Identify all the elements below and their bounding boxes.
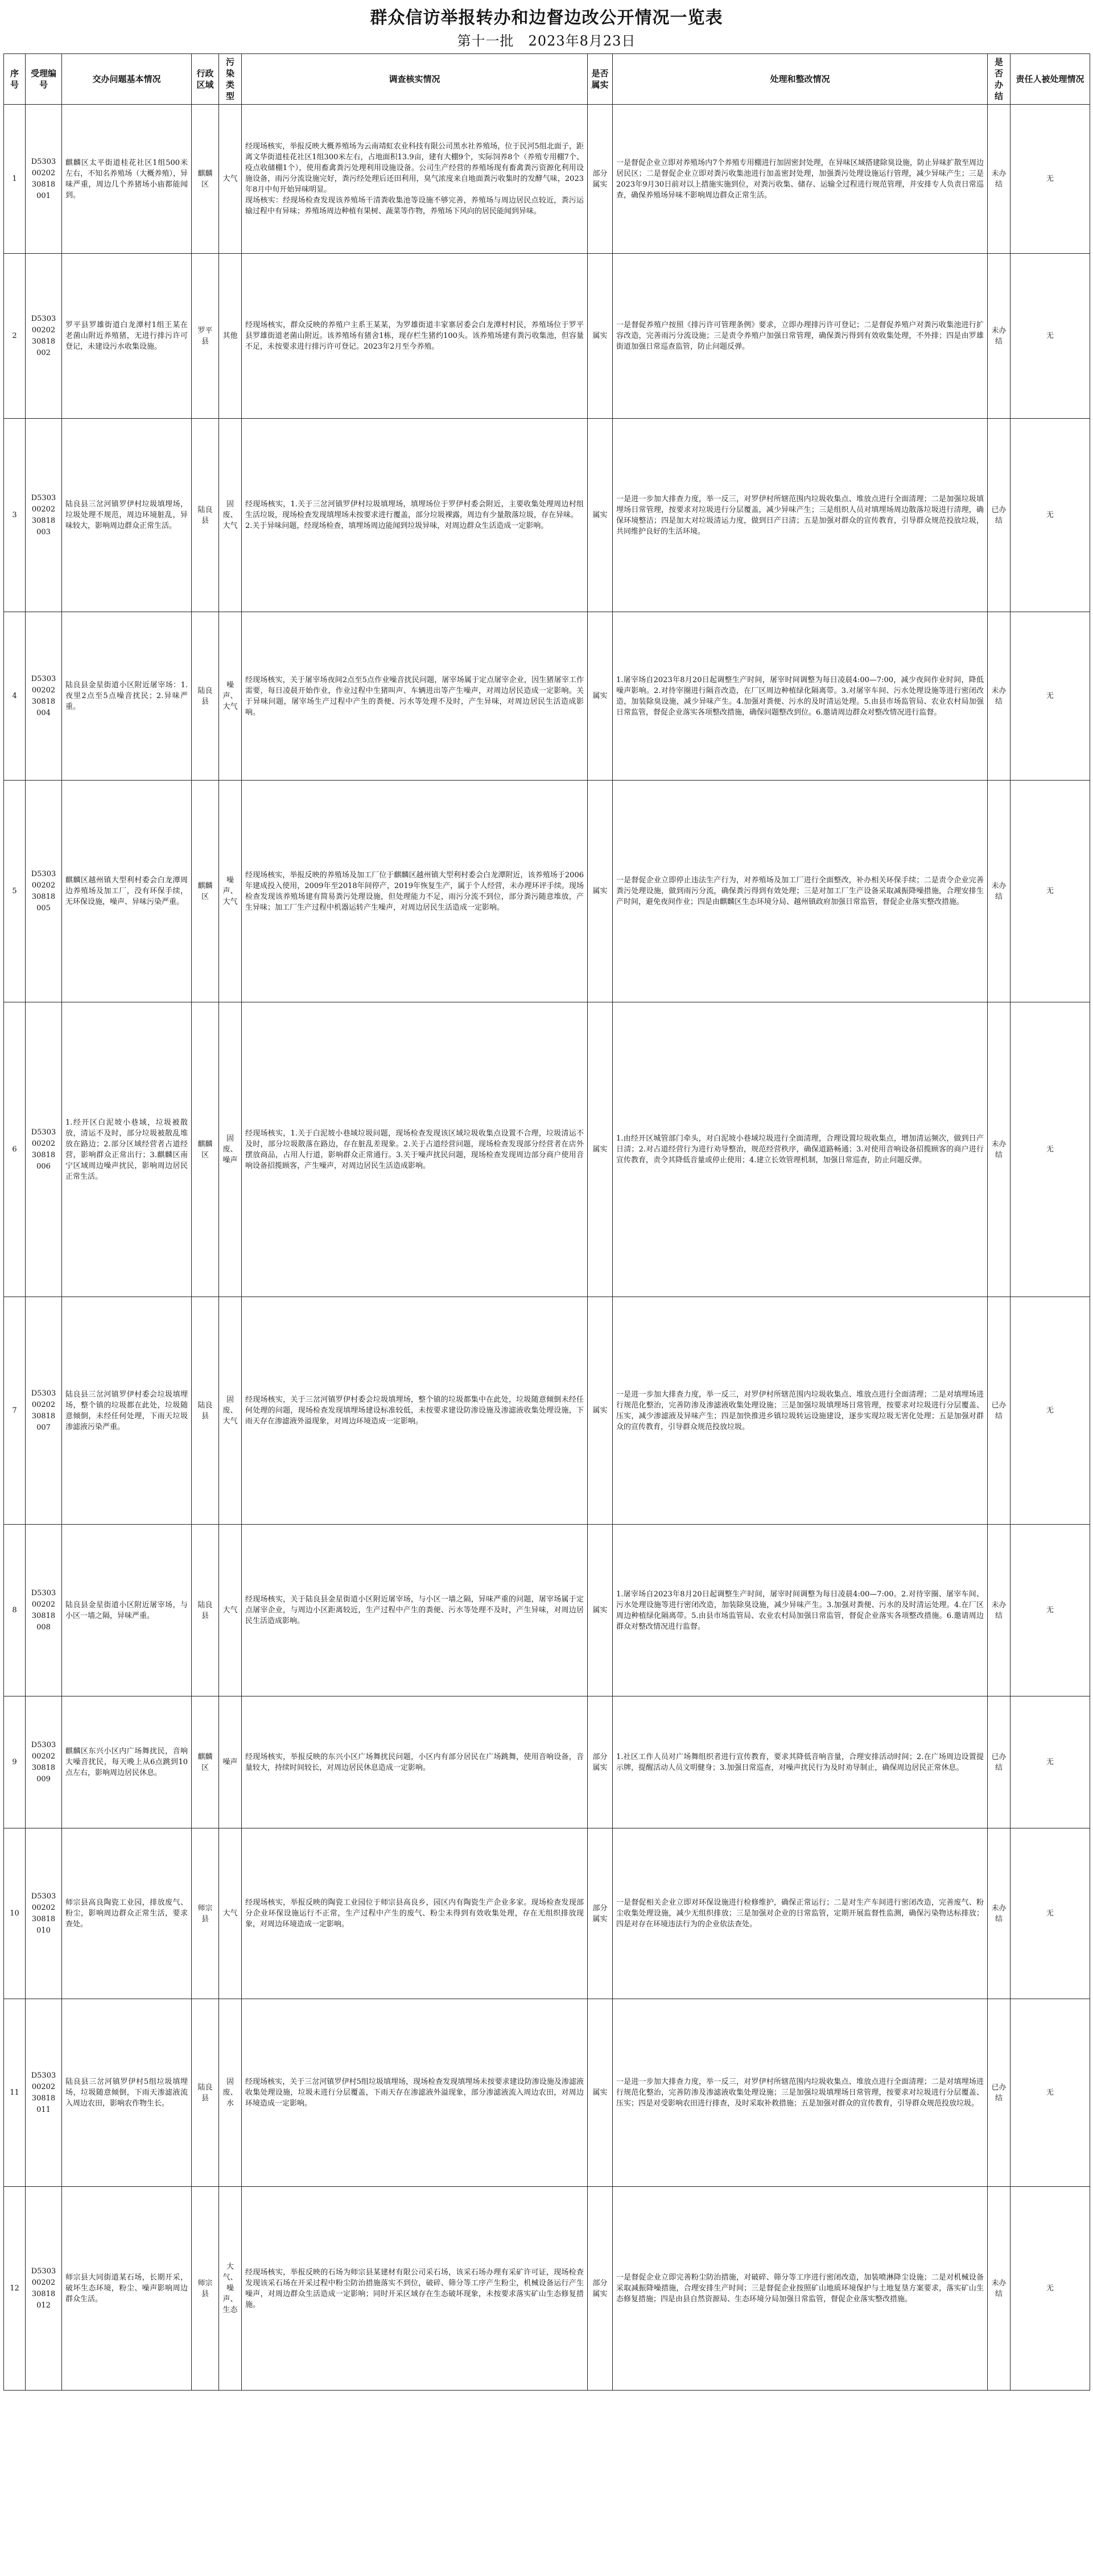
cell-handling-details xyxy=(613,105,988,254)
cell-region xyxy=(192,612,219,781)
row-number-text: 6 xyxy=(12,1145,17,1154)
cell-investigation-details xyxy=(242,419,588,612)
cell-pollution-type xyxy=(219,1828,242,1999)
closed-status-text: 未办结 xyxy=(991,326,1007,346)
row-number-text: 12 xyxy=(10,2284,19,2293)
table-row xyxy=(4,2187,1090,2391)
region-text: 师宗县 xyxy=(197,2278,213,2298)
cell-acceptance-code xyxy=(26,1297,62,1525)
region-text: 陆良县 xyxy=(197,686,213,706)
cell-punishment-status xyxy=(1010,419,1090,612)
cell-handling-details xyxy=(613,419,988,612)
cell-region xyxy=(192,781,219,1002)
verdict-text: 部分属实 xyxy=(592,1904,608,1923)
cell-acceptance-code xyxy=(26,1002,62,1297)
table-row xyxy=(4,1297,1090,1525)
handling-details-text: 一是进一步加大排查力度，举一反三，对罗伊村所辖范围内垃圾收集点、堆放点进行全面清理；二是加强垃圾填埋场日常管理，按要求对垃圾进行分层覆盖，减少异味产生；三是组织人员对填埋场周边散落垃圾进行清理，确保环境整洁；四是加大对垃圾清运力度，做到日产日清；五是加强对群众的宣传教育，引导群众规范投放垃圾，共同维护良好的生活环境。 xyxy=(616,494,984,536)
verdict-text: 属实 xyxy=(592,511,608,519)
investigation-details-text: 经现场核实，1.关于白泥坡小巷域垃圾问题，现场检查发现该区域垃圾收集点设置不合理，垃圾清运不及时，部分垃圾散落在路边，存在脏乱差现象。2.关于占道经营问题，现场检查发现部分经营者在店外摆放商品，占用人行道，影响群众正常通行。3.关于噪声扰民问题，现场检查发现周边部分商户使用音响设备招揽顾客，产生噪声，对周边居民生活造成影响。 xyxy=(245,1129,584,1170)
cell-acceptance-code xyxy=(26,105,62,254)
cell-closed-status xyxy=(988,2187,1010,2391)
punishment-status-text: 无 xyxy=(1046,2088,1054,2097)
acceptance-code-text: D5303 00202 30818 007 xyxy=(31,1389,59,1432)
cell-row-number xyxy=(4,1525,26,1696)
acceptance-code-text: D5303 00202 30818 008 xyxy=(31,1588,59,1632)
verdict-text: 属实 xyxy=(592,887,608,895)
handling-details-text: 一是督促相关企业立即对环保设施进行检修维护，确保正常运行；二是对生产车间进行密闭改造，完善废气、粉尘收集处理设施，减少无组织排放；三是加强对企业的日常监管，定期开展监督性监测，确保污染物达标排放；四是对存在环境违法行为的企业依法查处。 xyxy=(616,1898,984,1929)
pollution-type-text: 噪声 xyxy=(222,1758,238,1766)
acceptance-code-text: D5303 00202 30818 011 xyxy=(31,2071,59,2114)
page-subtitle: 第十一批 2023年8月23日 xyxy=(457,33,636,49)
acceptance-code-text: D5303 00202 30818 003 xyxy=(31,493,59,536)
cell-issue-description xyxy=(62,419,192,612)
cell-verdict xyxy=(588,781,613,1002)
cell-acceptance-code xyxy=(26,2187,62,2391)
row-number-text: 5 xyxy=(12,887,17,895)
region-text: 麒麟区 xyxy=(197,1140,213,1159)
acceptance-code-text: D5303 00202 30818 004 xyxy=(31,674,59,717)
closed-status-text: 已办结 xyxy=(991,2083,1007,2103)
cell-pollution-type xyxy=(219,1002,242,1297)
pollution-type-text: 固废、大气 xyxy=(222,1396,238,1426)
cell-closed-status xyxy=(988,419,1010,612)
cell-issue-description xyxy=(62,1002,192,1297)
table-row xyxy=(4,419,1090,612)
table-row xyxy=(4,612,1090,781)
cell-row-number xyxy=(4,1002,26,1297)
issue-description-text: 陆良县金星街道小区附近屠宰场，与小区一墙之隔，异味严重。 xyxy=(65,1600,188,1620)
cell-issue-description xyxy=(62,1297,192,1525)
punishment-status-text: 无 xyxy=(1046,1758,1054,1766)
cell-investigation-details xyxy=(242,1696,588,1828)
pollution-type-text: 噪声、大气 xyxy=(222,681,238,711)
issue-description-text: 麒麟区越州镇大型利村委会白龙潭周边养殖场及加工厂，没有环保手续，无环保设施，噪声、异味污染严重。 xyxy=(65,876,188,906)
verdict-text: 属实 xyxy=(592,1145,608,1154)
cell-investigation-details xyxy=(242,612,588,781)
cell-verdict xyxy=(588,1696,613,1828)
cell-pollution-type xyxy=(219,105,242,254)
cell-handling-details xyxy=(613,781,988,1002)
cell-issue-description xyxy=(62,1828,192,1999)
pollution-type-text: 噪声、大气 xyxy=(222,876,238,906)
punishment-status-text: 无 xyxy=(1046,1145,1054,1154)
handling-details-text: 1.社区工作人员对广场舞组织者进行宣传教育，要求其降低音响音量，合理安排活动时间；2.在广场周边设置提示牌，提醒活动人员文明健身；3.加强日常巡查，对噪声扰民行为及时劝导制止，确保周边居民正常休息。 xyxy=(616,1752,984,1772)
cell-handling-details xyxy=(613,612,988,781)
investigation-details-text: 经现场核实，群众反映的养殖户主系王某某，为罗雄街道丰家寨居委会白龙潭村村民，养殖场位于罗平县罗雄街道老菌山附近。该养殖场有猪舍1栋，现存栏生猪约100头。该养殖场建有粪污收集池，但容量不足，未按要求进行排污许可登记。2023年2月至今养殖。 xyxy=(245,321,584,351)
investigation-details-text: 经现场核实，关于三岔河镇罗伊村委会垃圾填埋场，整个镇的垃圾都集中在此处，垃圾随意倾倒未经任何处理的问题，现场检查发现填埋场建设标准较低，未按要求建设防渗设施及渗滤液收集处理设施，下雨天存在渗滤液外溢现象，对周边环境造成一定影响。 xyxy=(245,1396,584,1426)
verdict-text: 部分属实 xyxy=(592,1752,608,1772)
handling-details-text: 一是督促养殖户按照《排污许可管理条例》要求，立即办理排污许可登记；二是督促养殖户对粪污收集池进行扩容改造，完善雨污分流设施；三是责令养殖户加强日常管理，确保粪污得到有效收集处理，不外排；四是由罗雄街道加强日常巡查监管，防止问题反弹。 xyxy=(616,321,984,351)
cell-region xyxy=(192,419,219,612)
region-text: 陆良县 xyxy=(197,2083,213,2103)
cell-row-number xyxy=(4,254,26,419)
investigation-details-text: 经现场核实，举报反映的养殖场及加工厂位于麒麟区越州镇大型利村委会白龙潭附近，该养殖场于2006年建成投入使用，2009年至2018年间停产，2019年恢复生产，属于个人经营，未办理环评手续。现场检查发现该养殖场建有简易粪污处理设施，但处理能力不足，雨污分流不到位，部分粪污随意堆放，产生异味；加工厂生产过程中机器运转产生噪声，对周边居民生活造成一定影响。 xyxy=(245,870,584,912)
verdict-text: 属实 xyxy=(592,1406,608,1415)
cell-verdict xyxy=(588,254,613,419)
cell-pollution-type xyxy=(219,612,242,781)
cell-punishment-status xyxy=(1010,1999,1090,2187)
cell-closed-status xyxy=(988,105,1010,254)
region-text: 麒麟区 xyxy=(197,1752,213,1772)
cell-region xyxy=(192,1696,219,1828)
cell-row-number xyxy=(4,612,26,781)
cell-closed-status xyxy=(988,781,1010,1002)
row-number-text: 9 xyxy=(12,1758,17,1766)
row-number-text: 8 xyxy=(12,1606,17,1615)
investigation-details-text: 经现场核实，关于三岔河镇罗伊村5组垃圾填埋场，现场检查发现填埋场未按要求建设防渗设施及渗滤液收集处理设施，垃圾未进行分层覆盖，下雨天存在渗滤液外溢现象，部分渗滤液流入周边农田，对周边环境造成一定影响。 xyxy=(245,2078,584,2108)
cell-issue-description xyxy=(62,254,192,419)
cell-punishment-status xyxy=(1010,781,1090,1002)
cell-acceptance-code xyxy=(26,1696,62,1828)
cell-acceptance-code xyxy=(26,781,62,1002)
closed-status-text: 未办结 xyxy=(991,686,1007,706)
cell-issue-description xyxy=(62,2187,192,2391)
issue-description-text: 罗平县罗雄街道白龙潭村1组王某在老菌山附近养殖猪，无进行排污许可登记，未建设污水收集设施。 xyxy=(65,321,188,351)
verdict-text: 部分属实 xyxy=(592,169,608,189)
pollution-type-text: 大气 xyxy=(222,1606,238,1615)
handling-details-text: 1.屠宰场自2023年8月20日起调整生产时间，屠宰时间调整为每日凌晨4:00—7:00，减少夜间作业时间，降低噪声影响。2.对待宰圈进行隔音改造，在厂区周边种植绿化隔离带。3.对屠宰车间、污水处理设施等进行密闭改造，加装除臭设施，减少异味产生。4.加强对粪便、污水的及时清运处理。5.由县市场监管局、农业农村局加强日常监管，督促企业落实各项整改措施，确保问题整改到位。6.邀请周边群众对整改情况进行监督。 xyxy=(616,675,984,717)
cell-row-number xyxy=(4,419,26,612)
verdict-text: 部分属实 xyxy=(592,2278,608,2298)
row-number-text: 10 xyxy=(10,1909,19,1918)
cell-verdict xyxy=(588,1999,613,2187)
table-row xyxy=(4,1828,1090,1999)
row-number-text: 1 xyxy=(12,175,17,183)
cell-punishment-status xyxy=(1010,1828,1090,1999)
cell-issue-description xyxy=(62,1999,192,2187)
issue-description-text: 陆良县三岔河镇罗伊村委会垃圾填埋场，整个镇的垃圾都在此处，垃圾随意倾倒，未经任何处理，下雨天垃圾渗滤液污染严重。 xyxy=(65,1390,188,1431)
cell-closed-status xyxy=(988,254,1010,419)
row-number-text: 2 xyxy=(12,332,17,340)
acceptance-code-text: D5303 00202 30818 009 xyxy=(31,1740,59,1784)
cell-investigation-details xyxy=(242,1999,588,2187)
punishment-status-text: 无 xyxy=(1046,332,1054,340)
row-number-text: 7 xyxy=(12,1406,17,1415)
region-text: 麒麟区 xyxy=(197,169,213,189)
column-header-no: 序号 xyxy=(4,54,26,105)
cell-handling-details xyxy=(613,1999,988,2187)
column-header-punish: 责任人被处理情况 xyxy=(1010,54,1090,105)
cell-pollution-type xyxy=(219,1297,242,1525)
closed-status-text: 未办结 xyxy=(991,1600,1007,1620)
row-number-text: 3 xyxy=(12,511,17,519)
investigation-details-text: 经现场核实，举报反映的东兴小区广场舞扰民问题，小区内有部分居民在广场跳舞，使用音响设备，音量较大，持续时间较长，对周边居民休息造成一定影响。 xyxy=(245,1752,584,1772)
row-number-text: 4 xyxy=(12,692,17,700)
cell-pollution-type xyxy=(219,1696,242,1828)
pollution-type-text: 大气、噪声、生态 xyxy=(222,2263,238,2314)
handling-details-text: 一是督促企业立即停止违法生产行为，对养殖场及加工厂进行全面整改，补办相关环保手续；二是责令企业完善粪污处理设施，做到雨污分流，确保粪污得到有效处理；三是对加工厂生产设备采取减振降噪措施，合理安排生产时间，避免夜间作业；四是由麒麟区生态环境分局、越州镇政府加强日常监管，督促企业落实整改措施。 xyxy=(616,876,984,906)
punishment-status-text: 无 xyxy=(1046,175,1054,183)
punishment-status-text: 无 xyxy=(1046,692,1054,700)
cell-closed-status xyxy=(988,1999,1010,2187)
cell-handling-details xyxy=(613,1828,988,1999)
cell-pollution-type xyxy=(219,254,242,419)
cell-region xyxy=(192,1525,219,1696)
cell-region xyxy=(192,1002,219,1297)
column-header-closed: 是否办结 xyxy=(988,54,1010,105)
closed-status-text: 未办结 xyxy=(991,169,1007,189)
investigation-details-text: 经现场核实，关于陆良县金星街道小区附近屠宰场，与小区一墙之隔，异味严重的问题，屠宰场属于定点屠宰企业，与周边小区距离较近，生产过程中产生的粪便、污水等处理不及时，产生异味，对周边居民生活造成影响。 xyxy=(245,1595,584,1625)
verdict-text: 属实 xyxy=(592,332,608,340)
closed-status-text: 已办结 xyxy=(991,505,1007,525)
cell-closed-status xyxy=(988,612,1010,781)
issue-description-text: 麒麟区太平街道桂花社区1组500米左右，不知名养殖场（大概养殖），异味严重，周边几个养猪场小庙都能闻到。 xyxy=(65,158,188,200)
investigation-details-text: 经现场核实，举报反映大概养殖场为云南靖虹农业科技有限公司黑水社养殖场，位于民河5组北面子，距离文华街道桂花社区1组300米左右，占地面积13.9亩，建有大棚9个，实际饲养8个（养殖专用棚7个、疫点收储棚1个），使用畜禽粪污处理利用设施设备。公司生产经营的养殖场现有畜禽粪污资源化利用设施设备，雨污分流设施完好，粪污经处理后还田利用，臭气浓度来自地面粪污收集时的发酵气味，2023年8月中旬开始异味明显。 现场核实：经现场检查发现该养殖场干清粪收集池等设施不够完善，养殖场与周边居民点较近，粪污运输过程中有异味；养殖场周边种植有果树、蔬菜等作物，养殖场下风向的居民能闻到异味。 xyxy=(245,142,584,216)
region-text: 陆良县 xyxy=(197,1401,213,1421)
cell-pollution-type xyxy=(219,419,242,612)
page-title: 群众信访举报转办和边督边改公开情况一览表 xyxy=(370,8,723,28)
cell-investigation-details xyxy=(242,254,588,419)
cell-acceptance-code xyxy=(26,1828,62,1999)
punishment-status-text: 无 xyxy=(1046,1406,1054,1415)
table-body xyxy=(4,105,1090,2391)
cell-handling-details xyxy=(613,1525,988,1696)
cell-pollution-type xyxy=(219,2187,242,2391)
cell-handling-details xyxy=(613,254,988,419)
handling-details-text: 一是进一步加大排查力度，举一反三，对罗伊村所辖范围内垃圾收集点、堆放点进行全面清理；二是对填埋场进行规范化整治，完善防渗及渗滤液收集处理设施；三是加强垃圾填埋场日常管理，按要求对垃圾进行分层覆盖、压实；四是对受影响农田进行排查，及时采取补救措施；五是加强对群众的宣传教育，引导群众规范投放垃圾。 xyxy=(616,2078,984,2108)
verdict-text: 属实 xyxy=(592,2088,608,2097)
pollution-type-text: 其他 xyxy=(222,332,238,340)
issue-description-text: 陆良县三岔河镇罗伊村5组垃圾填埋场，垃圾随意倾倒，下雨天渗滤液流入周边农田，影响农作物生长。 xyxy=(65,2078,188,2108)
cell-pollution-type xyxy=(219,1525,242,1696)
cell-row-number xyxy=(4,781,26,1002)
investigation-details-text: 经现场核实，举报反映的陶瓷工业园位于师宗县高良乡，园区内有陶瓷生产企业多家。现场检查发现部分企业环保设施运行不正常，生产过程中产生的废气、粉尘未得到有效收集处理，存在无组织排放现象，对周边环境造成一定影响。 xyxy=(245,1898,584,1929)
column-header-handling: 处理和整改情况 xyxy=(613,54,988,105)
closed-status-text: 已办结 xyxy=(991,1752,1007,1772)
acceptance-code-text: D5303 00202 30818 005 xyxy=(31,869,59,913)
cell-verdict xyxy=(588,419,613,612)
acceptance-code-text: D5303 00202 30818 012 xyxy=(31,2267,59,2310)
cell-investigation-details xyxy=(242,1525,588,1696)
column-header-issue: 交办问题基本情况 xyxy=(62,54,192,105)
punishment-status-text: 无 xyxy=(1046,887,1054,895)
region-text: 陆良县 xyxy=(197,505,213,525)
issue-description-text: 师宗县高良陶瓷工业园，排放废气、粉尘，影响周边群众正常生活，要求查处。 xyxy=(65,1898,188,1929)
cell-verdict xyxy=(588,1297,613,1525)
cell-issue-description xyxy=(62,105,192,254)
cell-closed-status xyxy=(988,1828,1010,1999)
cell-punishment-status xyxy=(1010,1002,1090,1297)
cell-punishment-status xyxy=(1010,612,1090,781)
cell-acceptance-code xyxy=(26,612,62,781)
cell-handling-details xyxy=(613,2187,988,2391)
pollution-type-text: 大气 xyxy=(222,175,238,183)
punishment-status-text: 无 xyxy=(1046,2284,1054,2293)
row-number-text: 11 xyxy=(10,2088,19,2097)
verdict-text: 属实 xyxy=(592,692,608,700)
pollution-type-text: 固废、水 xyxy=(222,2078,238,2108)
cell-verdict xyxy=(588,1828,613,1999)
closed-status-text: 已办结 xyxy=(991,1401,1007,1421)
cell-row-number xyxy=(4,1297,26,1525)
cell-punishment-status xyxy=(1010,1297,1090,1525)
cell-verdict xyxy=(588,2187,613,2391)
handling-details-text: 一是进一步加大排查力度，举一反三，对罗伊村所辖范围内垃圾收集点、堆放点进行全面清理；二是对填埋场进行规范化整治，完善防渗及渗滤液收集处理设施；三是加强垃圾填埋场日常管理，按要求对垃圾进行分层覆盖、压实，减少渗滤液及异味产生；四是加快推进乡镇垃圾转运设施建设，逐步实现垃圾无害化处理；五是加强对群众的宣传教育，引导群众规范投放垃圾。 xyxy=(616,1390,984,1431)
closed-status-text: 未办结 xyxy=(991,881,1007,901)
cell-row-number xyxy=(4,1828,26,1999)
table-row xyxy=(4,1002,1090,1297)
issue-description-text: 陆良县金星街道小区附近屠宰场：1.夜里2点至5点噪音扰民；2.异味严重。 xyxy=(65,681,188,711)
cell-punishment-status xyxy=(1010,254,1090,419)
table-row xyxy=(4,1999,1090,2187)
cell-handling-details xyxy=(613,1297,988,1525)
cell-punishment-status xyxy=(1010,2187,1090,2391)
cell-closed-status xyxy=(988,1002,1010,1297)
table-row xyxy=(4,254,1090,419)
punishment-status-text: 无 xyxy=(1046,1606,1054,1615)
cell-issue-description xyxy=(62,612,192,781)
cell-region xyxy=(192,1297,219,1525)
cell-verdict xyxy=(588,1525,613,1696)
cell-closed-status xyxy=(988,1696,1010,1828)
cell-investigation-details xyxy=(242,781,588,1002)
cell-investigation-details xyxy=(242,1828,588,1999)
cell-handling-details xyxy=(613,1002,988,1297)
acceptance-code-text: D5303 00202 30818 002 xyxy=(31,314,59,357)
cell-region xyxy=(192,1999,219,2187)
verdict-text: 属实 xyxy=(592,1606,608,1615)
column-header-verdict: 是否属实 xyxy=(588,54,613,105)
punishment-status-text: 无 xyxy=(1046,511,1054,519)
cell-row-number xyxy=(4,1696,26,1828)
column-header-region: 行政区域 xyxy=(192,54,219,105)
pollution-type-text: 大气 xyxy=(222,1909,238,1918)
issue-description-text: 麒麟区东兴小区内广场舞扰民，音响大噪音扰民，每天晚上从6点跳到10点左右，影响周边居民休息。 xyxy=(65,1747,188,1777)
cell-investigation-details xyxy=(242,2187,588,2391)
pollution-type-text: 固废、大气 xyxy=(222,500,238,530)
cell-investigation-details xyxy=(242,1297,588,1525)
cell-verdict xyxy=(588,105,613,254)
handling-details-text: 1.由经开区城管部门牵头，对白泥坡小巷域垃圾进行全面清理，合理设置垃圾收集点，增加清运频次，做到日产日清；2.对占道经营行为进行劝导整治，规范经营秩序，确保道路畅通；3.对使用音响设备招揽顾客的商户进行宣传教育，责令其降低音量或停止使用；4.建立长效管理机制，加强日常巡查，防止问题反弹。 xyxy=(616,1134,984,1165)
cell-closed-status xyxy=(988,1297,1010,1525)
report-table xyxy=(3,53,1090,2391)
cell-region xyxy=(192,254,219,419)
investigation-details-text: 经现场核实，举报反映的石场为师宗县某建材有限公司采石场，该采石场办理有采矿许可证，现场检查发现该采石场在开采过程中粉尘防治措施落实不到位，破碎、筛分等工序产生粉尘，机械设备运行产生噪声，对周边群众生活造成一定影响；同时开采区域存在生态破坏现象，未按要求落实矿山生态修复措施。 xyxy=(245,2268,584,2309)
cell-row-number xyxy=(4,1999,26,2187)
cell-issue-description xyxy=(62,1696,192,1828)
region-text: 师宗县 xyxy=(197,1904,213,1923)
cell-acceptance-code xyxy=(26,1999,62,2187)
cell-verdict xyxy=(588,1002,613,1297)
table-row xyxy=(4,1696,1090,1828)
cell-punishment-status xyxy=(1010,105,1090,254)
table-row xyxy=(4,781,1090,1002)
cell-acceptance-code xyxy=(26,254,62,419)
column-header-code: 受理编号 xyxy=(26,54,62,105)
cell-region xyxy=(192,105,219,254)
investigation-details-text: 经现场核实，关于屠宰场夜间2点至5点作业噪音扰民问题，屠宰场属于定点屠宰企业，因生猪屠宰工作需要，每日凌晨开始作业，作业过程中生猪叫声、车辆进出等产生噪声，对周边居民造成一定影响。关于异味问题，屠宰场生产过程中产生的粪便、污水等处理不及时，产生异味，对周边居民生活造成影响。 xyxy=(245,675,584,717)
cell-verdict xyxy=(588,612,613,781)
table-row xyxy=(4,1525,1090,1696)
punishment-status-text: 无 xyxy=(1046,1909,1054,1918)
cell-row-number xyxy=(4,105,26,254)
table-row xyxy=(4,105,1090,254)
issue-description-text: 1.经开区白泥坡小巷域，垃圾被散放，清运不及时，部分垃圾被散乱堆放在路边；2.部分区域经营者占道经营，影响群众正常出行；3.麒麟区南宁区域周边噪声扰民，影响周边居民正常生活。 xyxy=(65,1118,188,1181)
cell-handling-details xyxy=(613,1696,988,1828)
cell-pollution-type xyxy=(219,781,242,1002)
acceptance-code-text: D5303 00202 30818 006 xyxy=(31,1128,59,1171)
issue-description-text: 师宗县大同街道某石场，长期开采，破坏生态环境，粉尘、噪声影响周边群众生活。 xyxy=(65,2273,188,2303)
cell-region xyxy=(192,2187,219,2391)
cell-issue-description xyxy=(62,781,192,1002)
handling-details-text: 一是督促企业立即对养殖场内7个养殖专用棚进行加固密封处理，在异味区域搭建除臭设施，防止异味扩散至周边居民区；二是督促企业立即对粪污收集池进行加盖密封处理，加强粪污处理设施运行管理，减少异味产生；三是2023年9月30日前对以上措施实施到位，对粪污收集、储存、运输全过程进行规范管理，并安排专人负责日常巡查，确保养殖场异味不影响周边群众正常生活。 xyxy=(616,158,984,200)
column-header-investigation: 调查核实情况 xyxy=(242,54,588,105)
closed-status-text: 未办结 xyxy=(991,1904,1007,1923)
cell-closed-status xyxy=(988,1525,1010,1696)
cell-investigation-details xyxy=(242,105,588,254)
issue-description-text: 陆良县三岔河镇罗伊村垃圾填埋场，垃圾处理不规范，周边环境脏乱，异味较大，影响周边群众正常生活。 xyxy=(65,500,188,530)
region-text: 麒麟区 xyxy=(197,881,213,901)
cell-region xyxy=(192,1828,219,1999)
cell-acceptance-code xyxy=(26,419,62,612)
handling-details-text: 1.屠宰场自2023年8月20日起调整生产时间，屠宰时间调整为每日凌晨4:00—7:00。2.对待宰圈、屠宰车间、污水处理设施等进行密闭改造，加装除臭设施，减少异味产生。3.加强对粪便、污水的及时清运处理。4.在厂区周边种植绿化隔离带。5.由县市场监管局、农业农村局加强日常监管，督促企业落实各项整改措施。6.邀请周边群众对整改情况进行监督。 xyxy=(616,1590,984,1631)
cell-row-number xyxy=(4,2187,26,2391)
column-header-type: 污染类型 xyxy=(219,54,242,105)
cell-acceptance-code xyxy=(26,1525,62,1696)
cell-investigation-details xyxy=(242,1002,588,1297)
cell-punishment-status xyxy=(1010,1525,1090,1696)
cell-punishment-status xyxy=(1010,1696,1090,1828)
investigation-details-text: 经现场核实，1.关于三岔河镇罗伊村垃圾填埋场，填埋场位于罗伊村委会附近，主要收集处理周边村组生活垃圾，现场检查发现填埋场未按要求进行覆盖，部分垃圾裸露，周边有少量散落垃圾，存在异味。 2.关于异味问题，经现场检查，填埋场周边能闻到垃圾异味，对周边群众生活造成一定影响。 xyxy=(245,500,584,530)
cell-issue-description xyxy=(62,1525,192,1696)
cell-pollution-type xyxy=(219,1999,242,2187)
acceptance-code-text: D5303 00202 30818 001 xyxy=(31,157,59,200)
region-text: 陆良县 xyxy=(197,1600,213,1620)
closed-status-text: 未办结 xyxy=(991,2278,1007,2298)
closed-status-text: 未办结 xyxy=(991,1140,1007,1159)
region-text: 罗平县 xyxy=(197,326,213,346)
table-header-row xyxy=(4,54,1090,105)
acceptance-code-text: D5303 00202 30818 010 xyxy=(31,1892,59,1935)
handling-details-text: 一是督促企业立即完善粉尘防治措施，对破碎、筛分等工序进行密闭改造，加装喷淋降尘设施；二是对机械设备采取减振降噪措施，合理安排生产时间；三是督促企业按照矿山地质环境保护与土地复垦方案要求，落实矿山生态修复措施；四是由县自然资源局、生态环境分局加强日常监管，督促企业落实整改措施。 xyxy=(616,2273,984,2303)
pollution-type-text: 固废、噪声 xyxy=(222,1134,238,1165)
